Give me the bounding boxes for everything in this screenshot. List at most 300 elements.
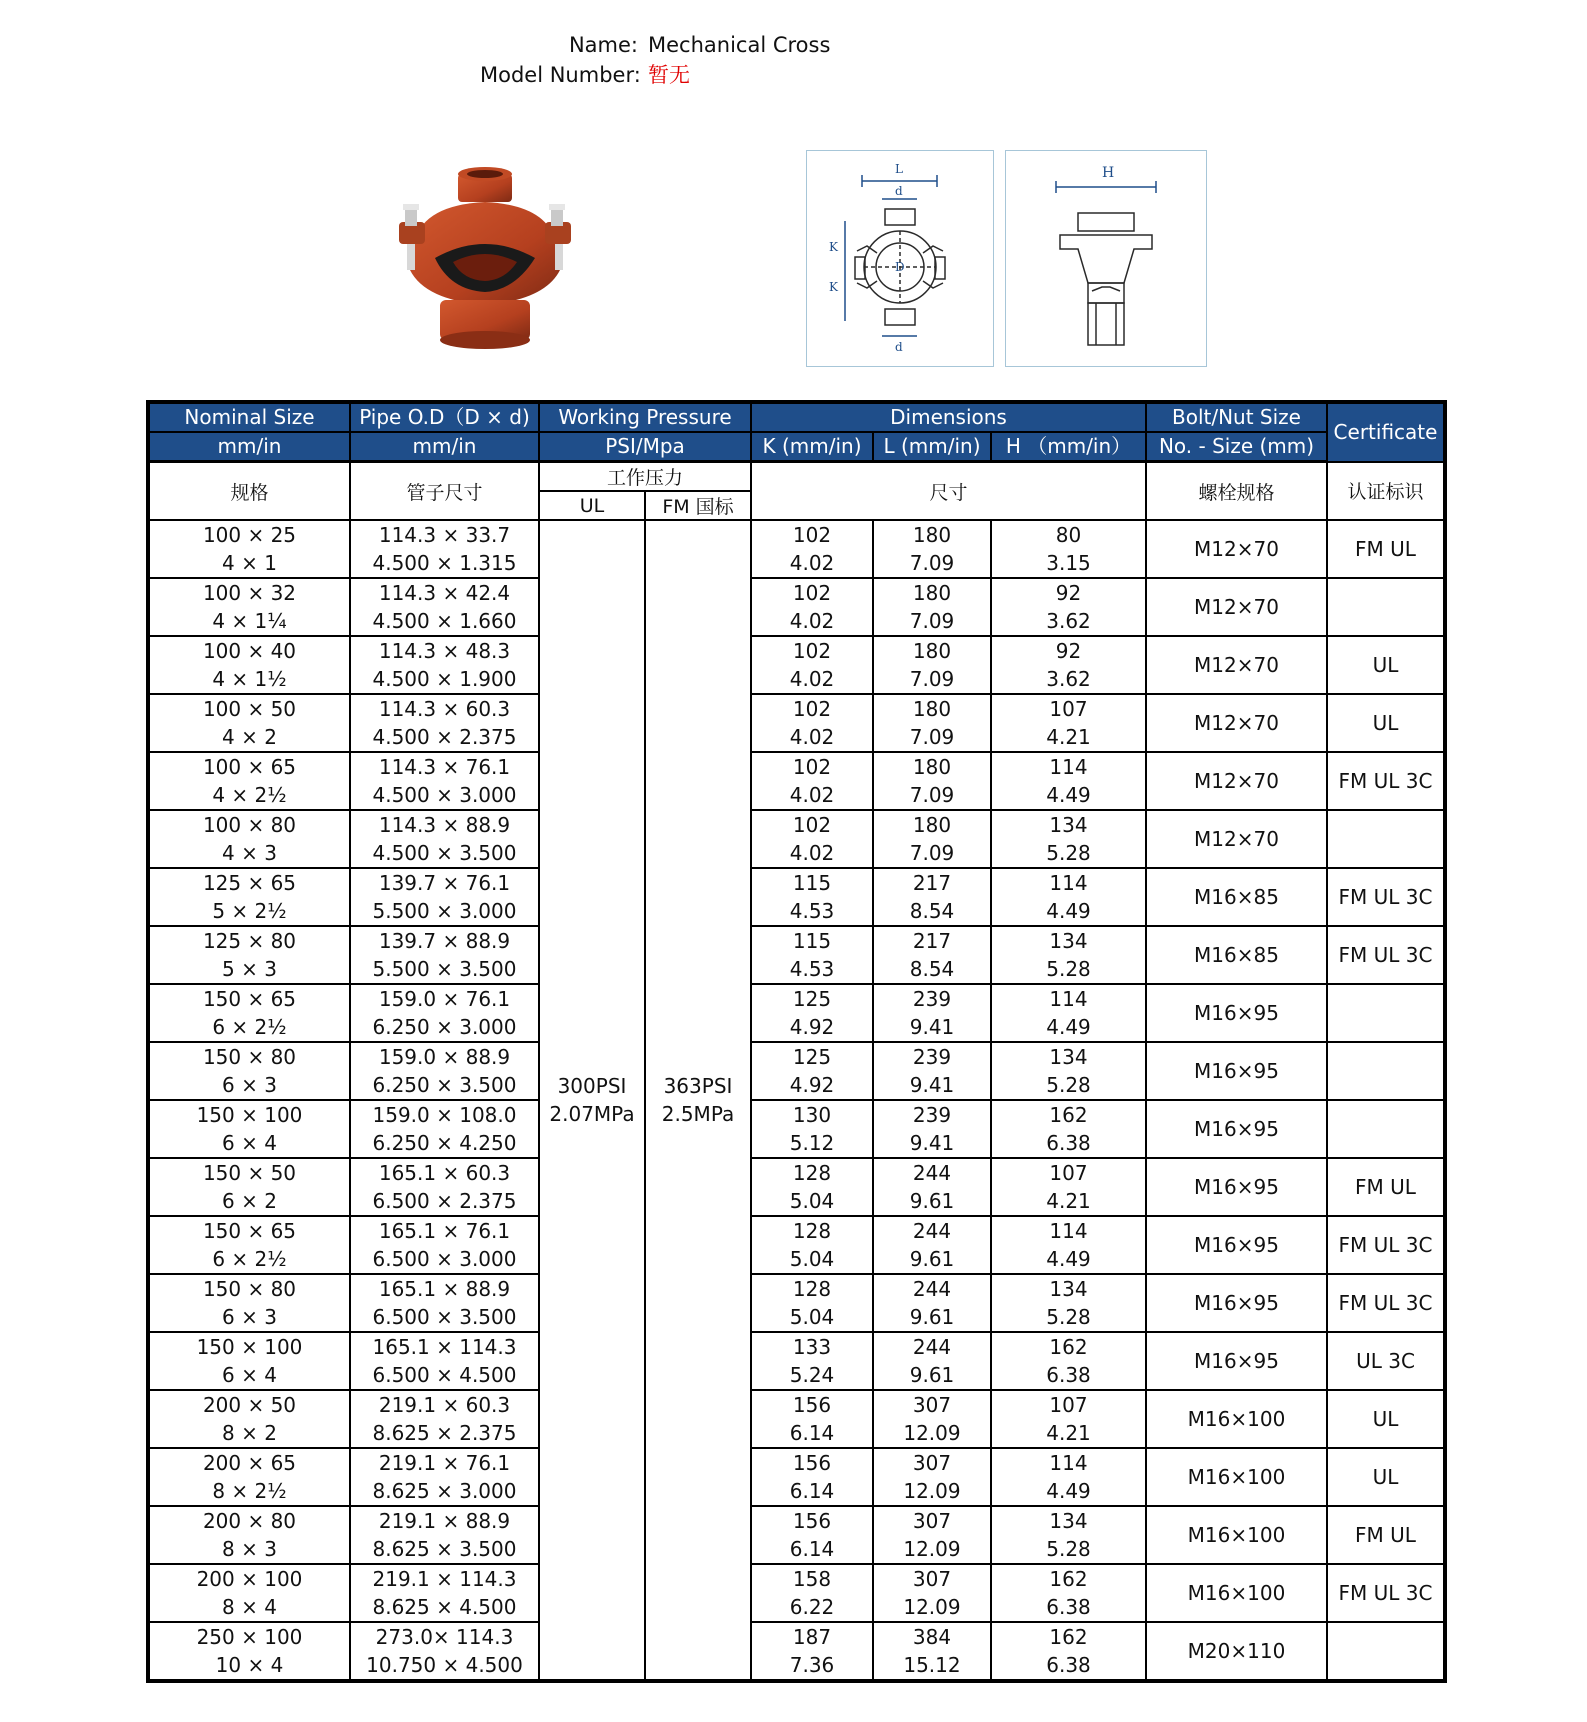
- k-cell-in: 4.53: [789, 899, 835, 923]
- pipe-od-cell: [350, 1216, 539, 1274]
- cert-cell: UL 3C: [1327, 1332, 1445, 1390]
- nominal-size-cell-mm: 150 × 65: [202, 987, 297, 1011]
- l-cell: [873, 1042, 991, 1100]
- cert-cell: FM UL: [1327, 520, 1445, 578]
- h-cell-mm: 114: [1049, 755, 1088, 779]
- nominal-size-cell: [148, 1100, 350, 1158]
- cert-cell: UL: [1327, 1448, 1445, 1506]
- l-cell: [873, 868, 991, 926]
- pipe-od-cell-in: 8.625 × 4.500: [372, 1595, 517, 1619]
- l-cell: [873, 1274, 991, 1332]
- h-cell: [991, 1448, 1146, 1506]
- k-cell-mm: 156: [792, 1509, 832, 1533]
- h-cell: [991, 1042, 1146, 1100]
- h-cell: [991, 1506, 1146, 1564]
- h-cell: [991, 694, 1146, 752]
- l-cell-in: 7.09: [909, 667, 955, 691]
- l-cell-mm: 244: [912, 1161, 952, 1185]
- table-row: [148, 984, 1445, 1042]
- nominal-size-cell-in: 4 × 2½: [212, 783, 287, 807]
- l-cell-in: 9.61: [909, 1247, 955, 1271]
- nominal-size-cell-mm: 150 × 50: [202, 1161, 297, 1185]
- header-row-2: [148, 432, 1445, 462]
- pipe-od-cell: [350, 1506, 539, 1564]
- pipe-od-cell-mm: 219.1 × 88.9: [378, 1509, 511, 1533]
- pipe-od-cell-in: 5.500 × 3.000: [372, 899, 517, 923]
- k-cell-mm: 125: [792, 1045, 832, 1069]
- nominal-size-cell-mm: 200 × 65: [202, 1451, 297, 1475]
- table-row: [148, 752, 1445, 810]
- l-cell: [873, 810, 991, 868]
- bolt-cell: M16×95: [1146, 1274, 1327, 1332]
- pipe-od-cell-mm: 219.1 × 114.3: [372, 1567, 517, 1591]
- k-cell-mm: 156: [792, 1393, 832, 1417]
- name-row: [480, 30, 830, 60]
- nominal-size-cell-in: 6 × 4: [222, 1131, 277, 1155]
- h-cell-mm: 114: [1049, 871, 1088, 895]
- pipe-od-cell-mm: 114.3 × 33.7: [378, 523, 511, 547]
- k-cell-mm: 125: [792, 987, 832, 1011]
- k-cell-mm: 158: [792, 1567, 832, 1591]
- pipe-od-cell-mm: 273.0× 114.3: [375, 1625, 514, 1649]
- l-cell-mm: 180: [912, 697, 952, 721]
- nominal-size-cell-in: 4 × 3: [222, 841, 277, 865]
- bolt-cell: M16×95: [1146, 1100, 1327, 1158]
- ul-psi: 300PSI: [557, 1074, 627, 1098]
- nominal-size-cell: [148, 810, 350, 868]
- h-cell: [991, 1332, 1146, 1390]
- k-cell-in: 4.02: [789, 551, 835, 575]
- h-cell-mm: 114: [1049, 1219, 1088, 1243]
- l-cell: [873, 1564, 991, 1622]
- bolt-cell: M12×70: [1146, 694, 1327, 752]
- table-row: [148, 694, 1445, 752]
- cert-cell: FM UL 3C: [1327, 1564, 1445, 1622]
- h-cell: [991, 636, 1146, 694]
- nominal-size-cell: [148, 1622, 350, 1681]
- nominal-size-cell-in: 6 × 2½: [212, 1247, 287, 1271]
- col-certificate: Certificate: [1327, 402, 1445, 462]
- cert-cell: FM UL 3C: [1327, 1274, 1445, 1332]
- h-cell-in: 6.38: [1046, 1595, 1091, 1619]
- h-cell: [991, 1274, 1146, 1332]
- k-cell-in: 5.04: [789, 1305, 835, 1329]
- h-cell-mm: 134: [1049, 1509, 1088, 1533]
- k-cell-mm: 102: [792, 697, 832, 721]
- l-cell-mm: 180: [912, 523, 952, 547]
- col-l: L (mm/in): [873, 432, 991, 462]
- bolt-cell: M16×95: [1146, 984, 1327, 1042]
- col-working-pressure: Working Pressure: [539, 402, 751, 432]
- pipe-od-cell-mm: 139.7 × 76.1: [378, 871, 511, 895]
- pipe-od-cell: [350, 1390, 539, 1448]
- pipe-od-cell: [350, 810, 539, 868]
- l-cell-mm: 384: [912, 1625, 952, 1649]
- cert-cell: UL: [1327, 1390, 1445, 1448]
- l-cell-in: 12.09: [903, 1421, 961, 1445]
- nominal-size-cell: [148, 694, 350, 752]
- h-cell-mm: 80: [1055, 523, 1082, 547]
- nominal-size-cell-mm: 100 × 65: [202, 755, 297, 779]
- l-cell-in: 8.54: [909, 899, 955, 923]
- nominal-size-cell-in: 4 × 1: [222, 551, 277, 575]
- bolt-cell: M20×110: [1146, 1622, 1327, 1681]
- pipe-od-cell-in: 8.625 × 2.375: [372, 1421, 517, 1445]
- dim-label-h: H: [1102, 165, 1115, 181]
- l-cell-mm: 180: [912, 755, 952, 779]
- h-cell-in: 6.38: [1046, 1363, 1091, 1387]
- k-cell: [751, 1274, 873, 1332]
- table-row: [148, 578, 1445, 636]
- k-cell-mm: 128: [792, 1277, 832, 1301]
- cert-cell: FM UL 3C: [1327, 752, 1445, 810]
- cert-cell: [1327, 578, 1445, 636]
- col-h: H （mm/in）: [991, 432, 1146, 462]
- nominal-size-cell: [148, 1158, 350, 1216]
- h-cell-in: 6.38: [1046, 1653, 1091, 1677]
- cert-cell: [1327, 810, 1445, 868]
- table-row: [148, 1506, 1445, 1564]
- pipe-od-cell-mm: 165.1 × 60.3: [378, 1161, 511, 1185]
- nominal-size-cell-in: 8 × 2: [222, 1421, 277, 1445]
- pipe-od-cell-in: 4.500 × 1.315: [372, 551, 517, 575]
- h-cell-mm: 92: [1055, 639, 1082, 663]
- pipe-od-cell-mm: 114.3 × 42.4: [378, 581, 511, 605]
- pipe-od-cell: [350, 694, 539, 752]
- nominal-size-cell: [148, 1332, 350, 1390]
- k-cell: [751, 1506, 873, 1564]
- col-bolt-nut: Bolt/Nut Size: [1146, 402, 1327, 432]
- nominal-size-cell-in: 4 × 1¼: [212, 609, 287, 633]
- nominal-size-cell: [148, 1042, 350, 1100]
- h-cell: [991, 1564, 1146, 1622]
- dim-label-d-center: D: [895, 260, 905, 274]
- h-cell-mm: 162: [1049, 1103, 1088, 1127]
- l-cell-in: 12.09: [903, 1537, 961, 1561]
- table-row: [148, 1100, 1445, 1158]
- nominal-size-cell-mm: 150 × 80: [202, 1045, 297, 1069]
- col-nominal-size: Nominal Size: [148, 402, 350, 432]
- h-cell-in: 4.49: [1046, 1015, 1091, 1039]
- bolt-cell: M16×95: [1146, 1332, 1327, 1390]
- l-cell: [873, 1390, 991, 1448]
- pipe-od-cell-in: 8.625 × 3.500: [372, 1537, 517, 1561]
- model-label: Model Number:: [480, 63, 641, 87]
- nominal-size-cell-in: 8 × 2½: [212, 1479, 287, 1503]
- l-cell-mm: 217: [912, 871, 952, 895]
- cn-header-row-1: [148, 462, 1445, 492]
- k-cell-in: 6.14: [789, 1421, 835, 1445]
- l-cell-in: 9.41: [909, 1073, 955, 1097]
- pipe-od-cell-mm: 165.1 × 76.1: [378, 1219, 511, 1243]
- bolt-cell: M12×70: [1146, 810, 1327, 868]
- col-pipe-od: Pipe O.D（D × d): [350, 402, 539, 432]
- l-cell: [873, 1158, 991, 1216]
- nominal-size-cell-mm: 125 × 65: [202, 871, 297, 895]
- front-view-drawing-icon: [807, 151, 993, 366]
- k-cell-in: 6.14: [789, 1479, 835, 1503]
- k-cell-in: 6.14: [789, 1537, 835, 1561]
- nominal-size-cell-mm: 100 × 32: [202, 581, 297, 605]
- h-cell-in: 3.15: [1046, 551, 1091, 575]
- fm-psi: 363PSI: [663, 1074, 733, 1098]
- pipe-od-cell: [350, 520, 539, 578]
- l-cell: [873, 694, 991, 752]
- l-cell: [873, 752, 991, 810]
- fm-mpa: 2.5MPa: [661, 1102, 735, 1126]
- pipe-od-cell-in: 4.500 × 2.375: [372, 725, 517, 749]
- h-cell-in: 3.62: [1046, 667, 1091, 691]
- nominal-size-cell: [148, 520, 350, 578]
- l-cell-mm: 239: [912, 987, 952, 1011]
- pipe-od-cell: [350, 578, 539, 636]
- k-cell: [751, 1332, 873, 1390]
- h-cell-mm: 92: [1055, 581, 1082, 605]
- pipe-od-cell-in: 6.250 × 4.250: [372, 1131, 517, 1155]
- k-cell-mm: 156: [792, 1451, 832, 1475]
- side-view-drawing: [1005, 150, 1207, 367]
- l-cell: [873, 1622, 991, 1681]
- cn-spec: 规格: [148, 462, 350, 521]
- l-cell-mm: 217: [912, 929, 952, 953]
- pipe-od-cell: [350, 1274, 539, 1332]
- h-cell-in: 5.28: [1046, 1305, 1091, 1329]
- nominal-size-cell: [148, 1216, 350, 1274]
- dim-label-k-upper: K: [829, 240, 838, 254]
- mechanical-cross-photo: [395, 160, 575, 360]
- nominal-size-cell-mm: 200 × 100: [196, 1567, 303, 1591]
- k-cell: [751, 1390, 873, 1448]
- pipe-od-cell: [350, 926, 539, 984]
- k-cell: [751, 810, 873, 868]
- table-row: [148, 1390, 1445, 1448]
- pipe-od-cell-in: 6.500 × 3.500: [372, 1305, 517, 1329]
- h-cell-mm: 114: [1049, 1451, 1088, 1475]
- table-row: [148, 1448, 1445, 1506]
- nominal-size-cell-mm: 150 × 65: [202, 1219, 297, 1243]
- k-cell: [751, 578, 873, 636]
- pipe-od-cell-in: 4.500 × 1.660: [372, 609, 517, 633]
- k-cell-mm: 102: [792, 581, 832, 605]
- nominal-size-cell-in: 8 × 4: [222, 1595, 277, 1619]
- k-cell: [751, 868, 873, 926]
- l-cell-mm: 307: [912, 1393, 952, 1417]
- k-cell-in: 4.02: [789, 725, 835, 749]
- l-cell: [873, 636, 991, 694]
- k-cell-mm: 133: [792, 1335, 832, 1359]
- k-cell-in: 4.02: [789, 667, 835, 691]
- l-cell-in: 7.09: [909, 841, 955, 865]
- k-cell: [751, 1042, 873, 1100]
- k-cell-mm: 187: [792, 1625, 832, 1649]
- h-cell-in: 3.62: [1046, 609, 1091, 633]
- h-cell: [991, 868, 1146, 926]
- k-cell: [751, 520, 873, 578]
- nominal-size-cell-mm: 150 × 100: [196, 1103, 303, 1127]
- pipe-od-cell-mm: 114.3 × 60.3: [378, 697, 511, 721]
- pipe-od-cell-in: 6.500 × 3.000: [372, 1247, 517, 1271]
- k-cell: [751, 636, 873, 694]
- l-cell: [873, 984, 991, 1042]
- bolt-cell: M16×100: [1146, 1390, 1327, 1448]
- h-cell-in: 4.21: [1046, 1189, 1091, 1213]
- cert-cell: FM UL 3C: [1327, 926, 1445, 984]
- nominal-size-cell: [148, 1506, 350, 1564]
- bolt-cell: M16×95: [1146, 1216, 1327, 1274]
- pipe-od-cell: [350, 752, 539, 810]
- cert-cell: UL: [1327, 636, 1445, 694]
- k-cell-in: 4.02: [789, 841, 835, 865]
- nominal-size-cell: [148, 1274, 350, 1332]
- k-cell: [751, 694, 873, 752]
- h-cell-mm: 162: [1049, 1335, 1088, 1359]
- h-cell-in: 4.21: [1046, 725, 1091, 749]
- nominal-size-cell-in: 6 × 2½: [212, 1015, 287, 1039]
- h-cell: [991, 1622, 1146, 1681]
- ul-mpa: 2.07MPa: [549, 1102, 635, 1126]
- k-cell-mm: 102: [792, 523, 832, 547]
- nominal-size-cell-mm: 100 × 25: [202, 523, 297, 547]
- k-cell-mm: 128: [792, 1161, 832, 1185]
- cert-cell: FM UL: [1327, 1158, 1445, 1216]
- k-cell-in: 6.22: [789, 1595, 835, 1619]
- k-cell-in: 5.24: [789, 1363, 835, 1387]
- h-cell: [991, 1216, 1146, 1274]
- k-cell: [751, 1448, 873, 1506]
- l-cell-in: 8.54: [909, 957, 955, 981]
- l-cell-mm: 180: [912, 581, 952, 605]
- pipe-od-cell: [350, 1332, 539, 1390]
- k-cell: [751, 752, 873, 810]
- pipe-od-cell: [350, 1622, 539, 1681]
- pipe-od-cell-in: 8.625 × 3.000: [372, 1479, 517, 1503]
- l-cell-in: 7.09: [909, 783, 955, 807]
- nominal-size-cell-in: 10 × 4: [215, 1653, 284, 1677]
- pipe-od-cell-in: 6.250 × 3.000: [372, 1015, 517, 1039]
- l-cell: [873, 578, 991, 636]
- k-cell-mm: 130: [792, 1103, 832, 1127]
- model-row: [480, 60, 690, 90]
- table-row: [148, 868, 1445, 926]
- cert-cell: [1327, 1042, 1445, 1100]
- cn-cert: 认证标识: [1327, 462, 1445, 521]
- l-cell-in: 7.09: [909, 609, 955, 633]
- nominal-size-cell: [148, 1448, 350, 1506]
- nominal-size-cell-mm: 125 × 80: [202, 929, 297, 953]
- k-cell-in: 5.04: [789, 1189, 835, 1213]
- l-cell-mm: 180: [912, 813, 952, 837]
- k-cell-mm: 102: [792, 813, 832, 837]
- cert-cell: FM UL: [1327, 1506, 1445, 1564]
- cn-working-pressure: 工作压力: [539, 462, 751, 492]
- pipe-od-cell-in: 6.250 × 3.500: [372, 1073, 517, 1097]
- pipe-od-cell-mm: 114.3 × 76.1: [378, 755, 511, 779]
- pipe-od-cell-mm: 219.1 × 60.3: [378, 1393, 511, 1417]
- cn-ul: UL: [539, 491, 645, 520]
- table-row: [148, 1564, 1445, 1622]
- k-cell-in: 4.92: [789, 1073, 835, 1097]
- pipe-od-cell-mm: 159.0 × 76.1: [378, 987, 511, 1011]
- bolt-cell: M16×85: [1146, 926, 1327, 984]
- table-row: [148, 1042, 1445, 1100]
- l-cell-mm: 239: [912, 1045, 952, 1069]
- h-cell-in: 5.28: [1046, 957, 1091, 981]
- k-cell-in: 4.02: [789, 609, 835, 633]
- col-nominal-unit: mm/in: [148, 432, 350, 462]
- h-cell-mm: 134: [1049, 929, 1088, 953]
- pipe-od-cell: [350, 1448, 539, 1506]
- l-cell-mm: 244: [912, 1335, 952, 1359]
- k-cell-in: 5.12: [789, 1131, 835, 1155]
- h-cell: [991, 520, 1146, 578]
- h-cell-in: 6.38: [1046, 1131, 1091, 1155]
- col-pipe-od-unit: mm/in: [350, 432, 539, 462]
- l-cell-in: 7.09: [909, 551, 955, 575]
- h-cell: [991, 926, 1146, 984]
- cn-pipe-size: 管子尺寸: [350, 462, 539, 521]
- k-cell-in: 4.02: [789, 783, 835, 807]
- table-row: [148, 1332, 1445, 1390]
- l-cell-in: 9.41: [909, 1131, 955, 1155]
- l-cell: [873, 1506, 991, 1564]
- pipe-od-cell-mm: 159.0 × 108.0: [372, 1103, 517, 1127]
- nominal-size-cell-in: 6 × 2: [222, 1189, 277, 1213]
- k-cell: [751, 984, 873, 1042]
- col-bolt-unit: No. - Size (mm): [1146, 432, 1327, 462]
- l-cell-mm: 244: [912, 1219, 952, 1243]
- bolt-cell: M12×70: [1146, 520, 1327, 578]
- l-cell-in: 9.61: [909, 1363, 955, 1387]
- table-row: [148, 1622, 1445, 1681]
- h-cell-in: 4.49: [1046, 783, 1091, 807]
- k-cell: [751, 1158, 873, 1216]
- pipe-od-cell-mm: 114.3 × 88.9: [378, 813, 511, 837]
- nominal-size-cell-in: 5 × 3: [222, 957, 277, 981]
- h-cell-mm: 107: [1049, 1393, 1088, 1417]
- h-cell-mm: 107: [1049, 1161, 1088, 1185]
- nominal-size-cell: [148, 752, 350, 810]
- pipe-od-cell-in: 10.750 × 4.500: [366, 1653, 523, 1677]
- k-cell-in: 5.04: [789, 1247, 835, 1271]
- k-cell: [751, 926, 873, 984]
- l-cell-mm: 307: [912, 1509, 952, 1533]
- bolt-cell: M16×95: [1146, 1158, 1327, 1216]
- cert-cell: [1327, 1622, 1445, 1681]
- table-row: [148, 1274, 1445, 1332]
- name-label: Name:: [568, 33, 638, 57]
- l-cell-in: 7.09: [909, 725, 955, 749]
- h-cell-mm: 134: [1049, 813, 1088, 837]
- cn-bolt: 螺栓规格: [1146, 462, 1327, 521]
- pipe-od-cell-mm: 165.1 × 88.9: [378, 1277, 511, 1301]
- pipe-od-cell: [350, 868, 539, 926]
- k-cell: [751, 1216, 873, 1274]
- k-cell: [751, 1622, 873, 1681]
- nominal-size-cell-mm: 200 × 50: [202, 1393, 297, 1417]
- table-row: [148, 636, 1445, 694]
- bolt-cell: M16×85: [1146, 868, 1327, 926]
- dim-label-d-bottom: d: [895, 340, 903, 354]
- nominal-size-cell: [148, 1390, 350, 1448]
- table-row: [148, 926, 1445, 984]
- l-cell-mm: 180: [912, 639, 952, 663]
- h-cell: [991, 752, 1146, 810]
- l-cell: [873, 1448, 991, 1506]
- bolt-cell: M12×70: [1146, 578, 1327, 636]
- h-cell: [991, 810, 1146, 868]
- pipe-od-cell-mm: 114.3 × 48.3: [378, 639, 511, 663]
- bolt-cell: M12×70: [1146, 752, 1327, 810]
